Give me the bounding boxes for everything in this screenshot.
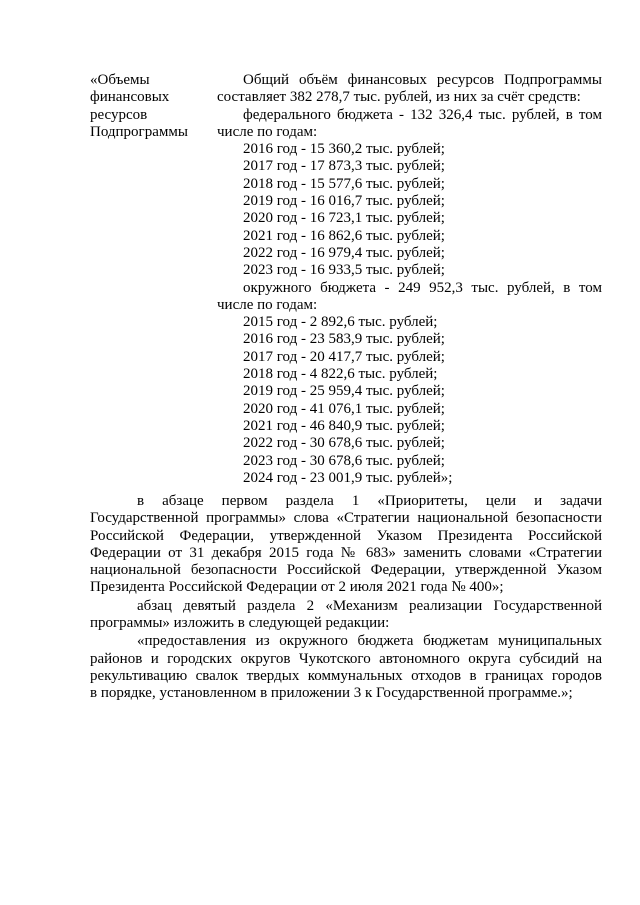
federal-year-item: 2017 год - 17 873,3 тыс. рублей; — [243, 158, 445, 175]
intro-line: составляет 382 278,7 тыс. рублей, из них за счёт средств: — [217, 89, 581, 106]
district-budget-line: числе по годам: — [217, 296, 318, 313]
district-year-item: 2020 год - 41 076,1 тыс. рублей; — [243, 400, 445, 417]
federal-year-item: 2016 год - 15 360,2 тыс. рублей; — [243, 141, 445, 158]
federal-budget-line: федерального бюджета - 132 326,4 тыс. рублей, в том — [243, 106, 602, 123]
table-value-column — [217, 72, 602, 487]
paragraph-line: Российской Федерации, утвержденной Указом Президента Российской — [90, 527, 602, 544]
district-year-item: 2018 год - 4 822,6 тыс. рублей; — [243, 366, 438, 383]
district-year-item: 2023 год - 30 678,6 тыс. рублей; — [243, 452, 445, 469]
paragraph-line: программы» изложить в следующей редакции: — [90, 615, 390, 632]
paragraph-line: национальной безопасности Российской Федерации, утвержденной Указом — [90, 562, 602, 579]
district-year-item: 2017 год - 20 417,7 тыс. рублей; — [243, 348, 445, 365]
federal-year-item: 2023 год - 16 933,5 тыс. рублей; — [243, 262, 445, 279]
district-year-item: 2021 год - 46 840,9 тыс. рублей; — [243, 417, 445, 434]
district-year-item: 2024 год - 23 001,9 тыс. рублей»; — [243, 469, 453, 486]
intro-line: Общий объём финансовых ресурсов Подпрограммы — [243, 72, 602, 88]
federal-year-item: 2018 год - 15 577,6 тыс. рублей; — [243, 175, 445, 192]
federal-year-item: 2020 год - 16 723,1 тыс. рублей; — [243, 210, 445, 227]
district-year-item: 2019 год - 25 959,4 тыс. рублей; — [243, 383, 445, 400]
table-label-line: «Объемы — [90, 72, 150, 88]
paragraph-line: абзац девятый раздела 2 «Механизм реализации Государственной — [137, 597, 602, 614]
paragraph-line: «предоставления из окружного бюджета бюджетам муниципальных — [137, 633, 602, 650]
federal-year-item: 2022 год - 16 979,4 тыс. рублей; — [243, 244, 445, 261]
paragraph-section1-amendment — [90, 493, 602, 597]
district-budget-line: окружного бюджета - 249 952,3 тыс. рублей, в том — [243, 279, 602, 296]
district-year-item: 2022 год - 30 678,6 тыс. рублей; — [243, 435, 445, 452]
table-label-column — [90, 72, 214, 141]
table-label-line: ресурсов — [90, 106, 148, 123]
paragraph-line: районов и городских округов Чукотского автономного округа субсидий на — [90, 650, 602, 667]
paragraph-line: в абзаце первом раздела 1 «Приоритеты, цели и задачи — [137, 493, 602, 509]
paragraph-section2-amendment — [90, 598, 602, 633]
table-label-line: Подпрограммы — [90, 123, 188, 140]
federal-year-item: 2021 год - 16 862,6 тыс. рублей; — [243, 227, 445, 244]
table-label-line: финансовых — [90, 89, 170, 106]
federal-year-item: 2019 год - 16 016,7 тыс. рублей; — [243, 193, 445, 210]
paragraph-line: в порядке, установленном в приложении 3 к Государственной программе.»; — [90, 685, 573, 702]
federal-budget-line: числе по годам: — [217, 123, 318, 140]
paragraph-line: Президента Российской Федерации от 2 июля 2021 года № 400»; — [90, 579, 504, 596]
paragraph-line: рекультивацию свалок твердых коммунальных отходов в границах городов — [90, 667, 602, 684]
amendment-text — [90, 493, 602, 704]
district-year-item: 2016 год - 23 583,9 тыс. рублей; — [243, 331, 445, 348]
district-year-item: 2015 год - 2 892,6 тыс. рублей; — [243, 314, 438, 331]
paragraph-new-wording — [90, 633, 602, 702]
paragraph-line: Федерации от 31 декабря 2015 года № 683» заменить словами «Стратегии — [90, 544, 602, 561]
paragraph-line: Государственной программы» слова «Стратегии национальной безопасности — [90, 510, 602, 527]
